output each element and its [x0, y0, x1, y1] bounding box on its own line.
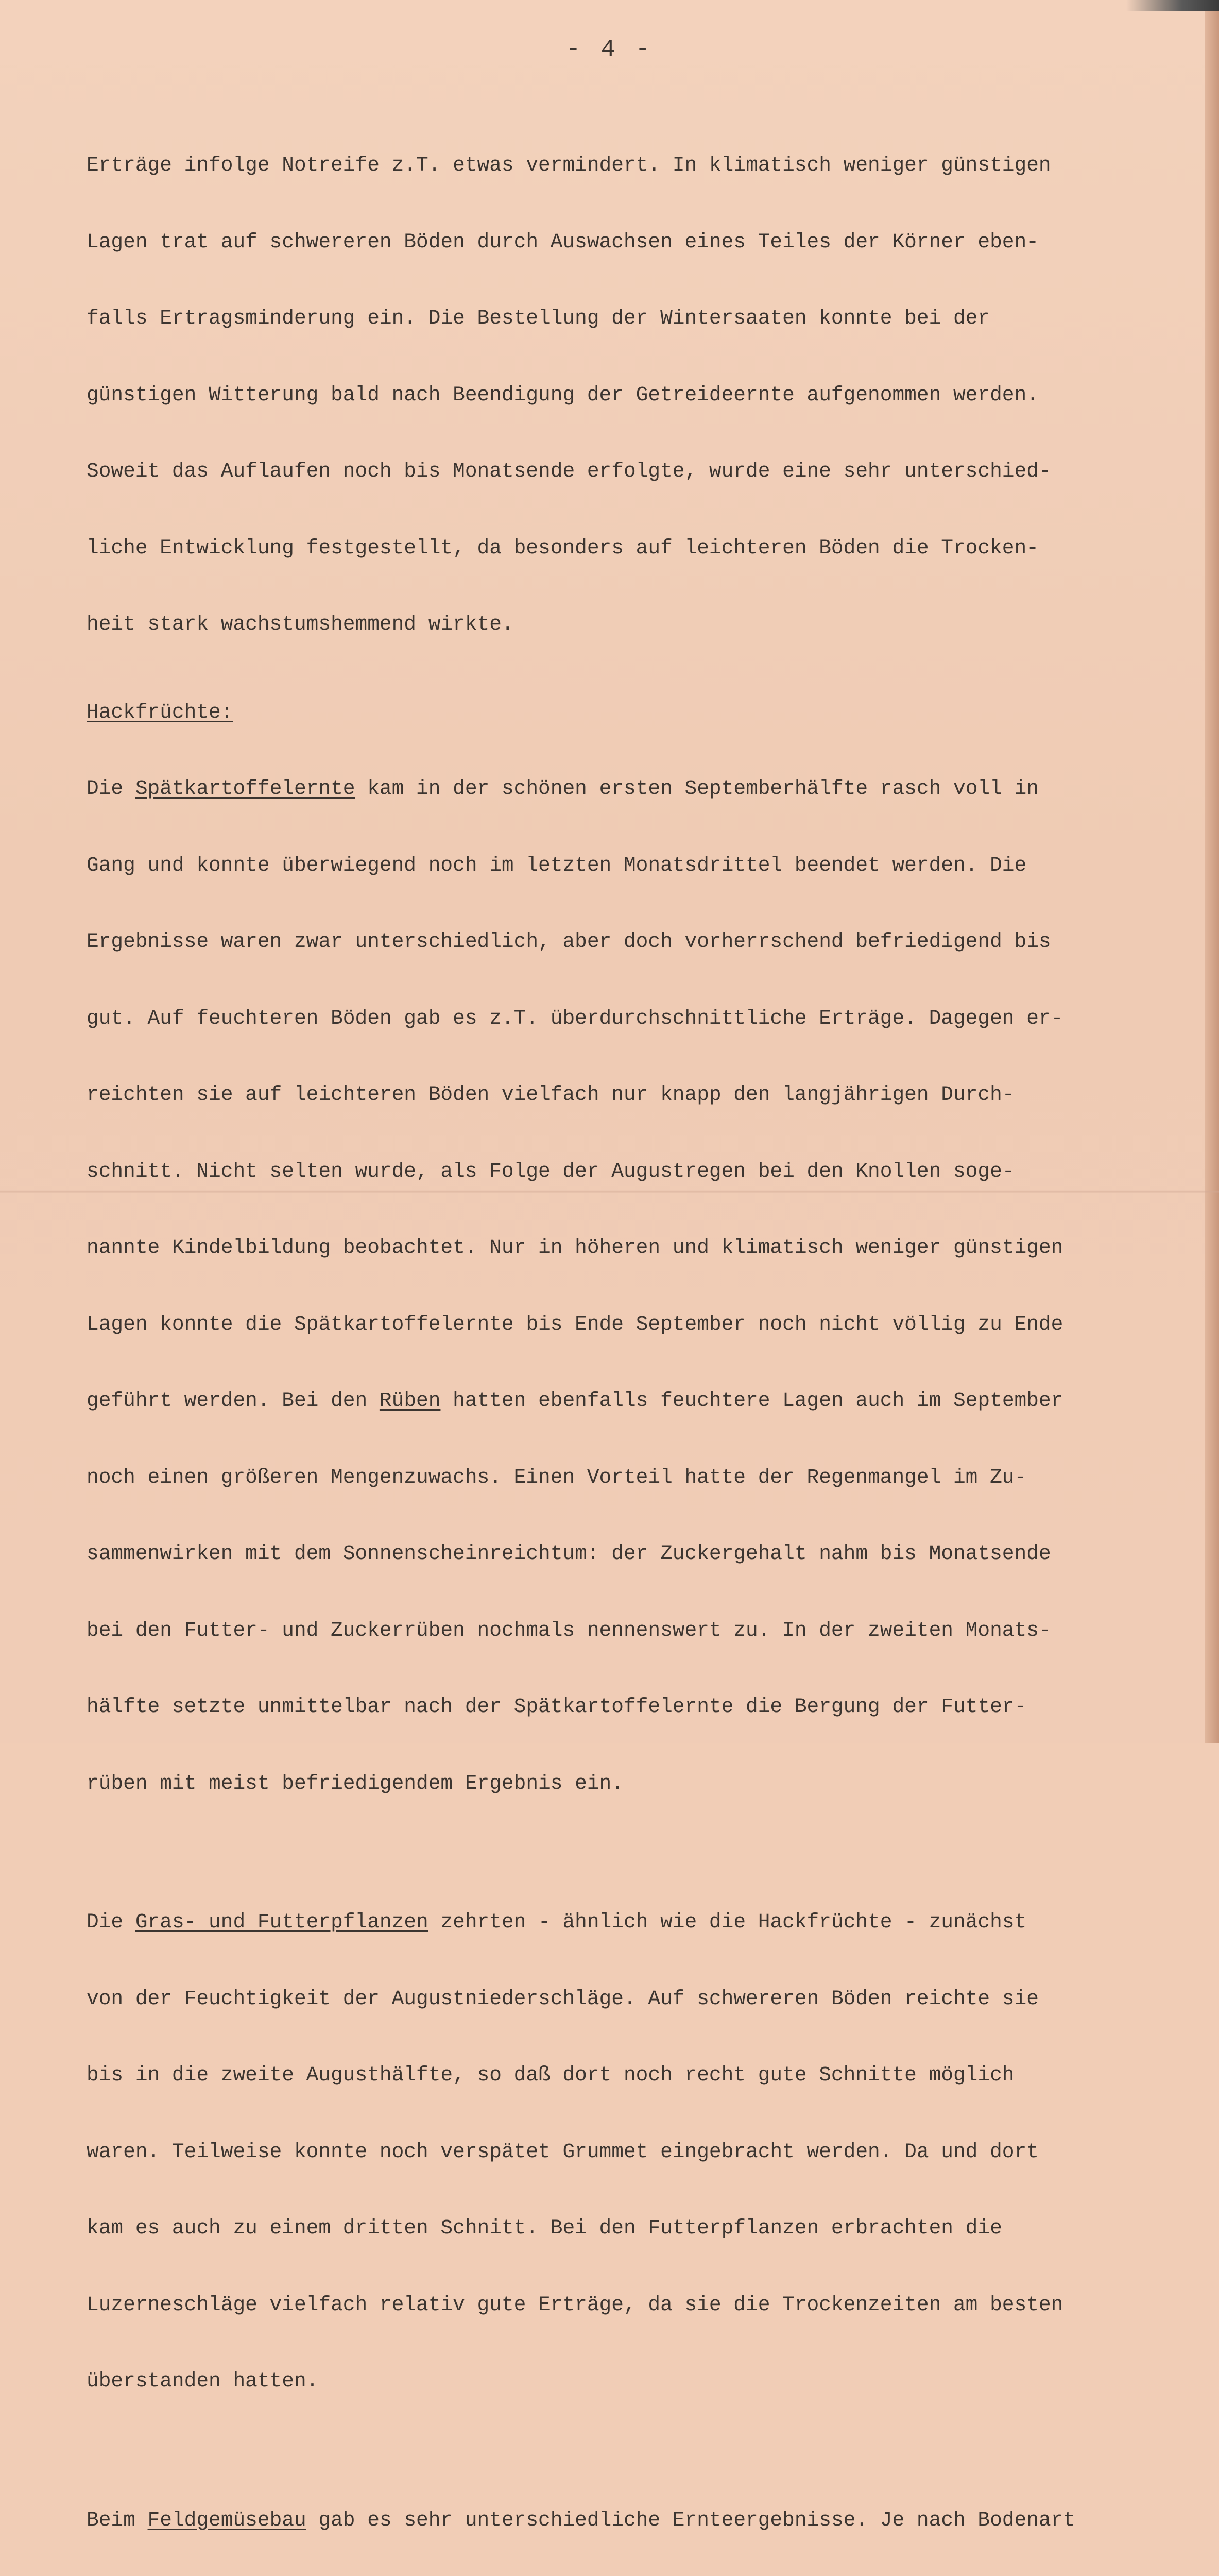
term-feldgemuesebau: Feldgemüsebau [148, 2509, 306, 2532]
term-rueben: Rüben [380, 1389, 441, 1412]
heading-hackfruechte: Hackfrüchte: [87, 700, 1194, 725]
text-line: gut. Auf feuchteren Böden gab es z.T. überdurchschnittliche Erträge. Dagegen er- [87, 1006, 1194, 1031]
text-line: liche Entwicklung festgestellt, da besonders auf leichteren Böden die Trocken- [87, 535, 1194, 561]
text-line: Soweit das Auflaufen noch bis Monatsende erfolgte, wurde eine sehr unterschied- [87, 459, 1194, 484]
term-gras-futterpflanzen: Gras- und Futterpflanzen [135, 1910, 428, 1934]
text-segment: Beim [87, 2509, 148, 2532]
text-segment: Die [87, 1910, 135, 1934]
text-line [87, 1388, 1194, 1414]
text-line [87, 1909, 1194, 1935]
paragraph-intro [87, 101, 1194, 688]
text-line: überstanden hatten. [87, 2368, 1194, 2394]
text-line: waren. Teilweise konnte noch verspätet Grummet eingebracht werden. Da und dort [87, 2139, 1194, 2165]
document-body [87, 101, 1194, 2576]
text-line: Gang und konnte überwiegend noch im letzten Monatsdrittel beendet werden. Die [87, 853, 1194, 878]
term-spaetkartoffelernte: Spätkartoffelernte [135, 777, 355, 800]
text-segment: kam in der schönen ersten Septemberhälfte rasch voll in [355, 777, 1039, 800]
text-line: kam es auch zu einem dritten Schnitt. Bei den Futterpflanzen erbrachten die [87, 2215, 1194, 2241]
text-line: rüben mit meist befriedigendem Ergebnis ein. [87, 1771, 1194, 1797]
text-line: hälfte setzte unmittelbar nach der Spätkartoffelernte die Bergung der Futter- [87, 1694, 1194, 1720]
text-line: falls Ertragsminderung ein. Die Bestellung der Wintersaaten konnte bei der [87, 306, 1194, 331]
text-line: heit stark wachstumshemmend wirkte. [87, 612, 1194, 637]
paragraph-hackfruechte [87, 725, 1194, 1847]
paragraph-gras-futterpflanzen [87, 1858, 1194, 2445]
text-line: günstigen Witterung bald nach Beendigung der Getreideernte aufgenommen werden. [87, 382, 1194, 408]
text-line: bis in die zweite Augusthälfte, so daß dort noch recht gute Schnitte möglich [87, 2062, 1194, 2088]
text-line: noch einen größeren Mengenzuwachs. Einen Vorteil hatte der Regenmangel im Zu- [87, 1465, 1194, 1490]
text-line: sammenwirken mit dem Sonnenscheinreichtum: der Zuckergehalt nahm bis Monatsende [87, 1541, 1194, 1567]
text-segment: geführt werden. Bei den [87, 1389, 380, 1412]
text-line [87, 776, 1194, 802]
paragraph-feldgemuesebau [87, 2456, 1194, 2576]
text-line [87, 2507, 1194, 2533]
text-line: von der Feuchtigkeit der Augustniederschläge. Auf schwereren Böden reichte sie [87, 1986, 1194, 2012]
text-line: Ergebnisse waren zwar unterschiedlich, aber doch vorherrschend befriedigend bis [87, 929, 1194, 955]
scan-top-edge [1126, 0, 1219, 11]
text-segment: gab es sehr unterschiedliche Ernteergebnisse. Je nach Bodenart [306, 2509, 1075, 2532]
page-number: - 4 - [0, 36, 1219, 63]
text-line: Lagen konnte die Spätkartoffelernte bis Ende September noch nicht völlig zu Ende [87, 1312, 1194, 1337]
text-line: Lagen trat auf schwereren Böden durch Auswachsen eines Teiles der Körner eben- [87, 229, 1194, 255]
text-line: Luzerneschläge vielfach relativ gute Erträge, da sie die Trockenzeiten am besten [87, 2292, 1194, 2318]
text-line: Erträge infolge Notreife z.T. etwas vermindert. In klimatisch weniger günstigen [87, 152, 1194, 178]
text-line: bei den Futter- und Zuckerrüben nochmals nennenswert zu. In der zweiten Monats- [87, 1618, 1194, 1643]
text-line: schnitt. Nicht selten wurde, als Folge der Augustregen bei den Knollen soge- [87, 1159, 1194, 1184]
text-segment: Die [87, 777, 135, 800]
text-segment: zehrten - ähnlich wie die Hackfrüchte - zunächst [428, 1910, 1027, 1934]
paper-right-edge [1205, 0, 1219, 1743]
text-segment: hatten ebenfalls feuchtere Lagen auch im September [440, 1389, 1063, 1412]
text-line: reichten sie auf leichteren Böden vielfach nur knapp den langjährigen Durch- [87, 1082, 1194, 1108]
text-line: nannte Kindelbildung beobachtet. Nur in höheren und klimatisch weniger günstigen [87, 1235, 1194, 1261]
